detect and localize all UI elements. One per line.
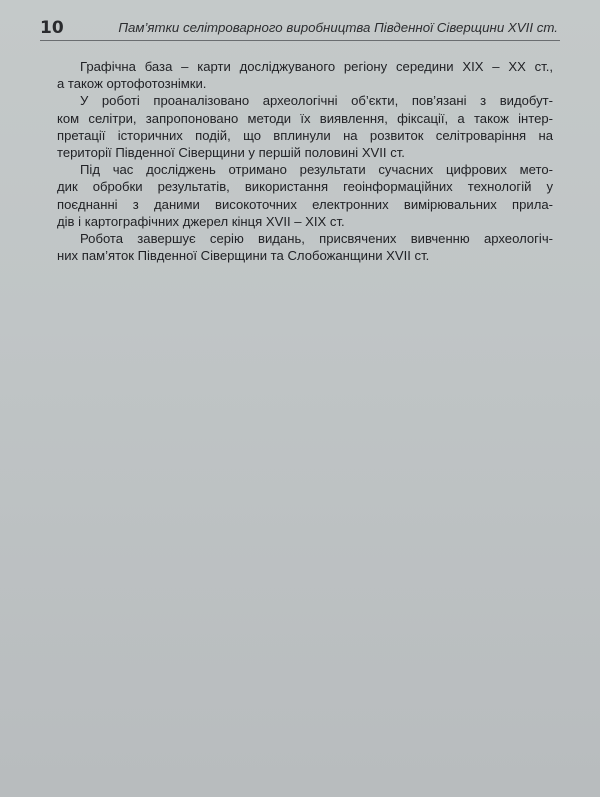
text-line: а також ортофотознімки. xyxy=(57,76,207,92)
paragraph-2 xyxy=(57,92,553,161)
paragraph-1 xyxy=(57,58,553,92)
running-header-title: Пам’ятки селітроварного виробництва Південної Сіверщини XVII ст. xyxy=(118,20,558,35)
text-line: Графічна база – карти досліджуваного регіону середини XIX – XX ст., xyxy=(80,59,553,74)
body-text xyxy=(57,58,553,264)
text-line: Під час досліджень отримано результати сучасних цифрових мето- xyxy=(80,162,553,178)
text-line: ком селітри, запропоновано методи їх виявлення, фіксації, а також інтер- xyxy=(57,110,553,126)
text-line: Робота завершує серію видань, присвячених вивченню археологіч- xyxy=(80,231,553,247)
text-line: поєднанні з даними високоточних електронних вимірювальних прила- xyxy=(57,196,553,212)
paragraph-4 xyxy=(57,230,553,264)
text-line: них пам’яток Південної Сіверщини та Слобожанщини XVII ст. xyxy=(57,248,430,264)
text-line: У роботі проаналізовано археологічні об’єкти, пов’язані з видобут- xyxy=(80,93,553,109)
page-number: 10 xyxy=(40,18,64,38)
text-line: дів і картографічних джерел кінця XVII – XIX ст. xyxy=(57,213,345,229)
text-line: дик обробки результатів, використання геоінформаційних технологій у xyxy=(57,179,553,195)
text-line: території Південної Сіверщини у першій половині XVII ст. xyxy=(57,145,405,161)
paragraph-3 xyxy=(57,161,553,230)
text-line: претації історичних подій, що вплинули на розвиток селітроваріння на xyxy=(57,127,553,143)
running-header xyxy=(40,16,560,41)
